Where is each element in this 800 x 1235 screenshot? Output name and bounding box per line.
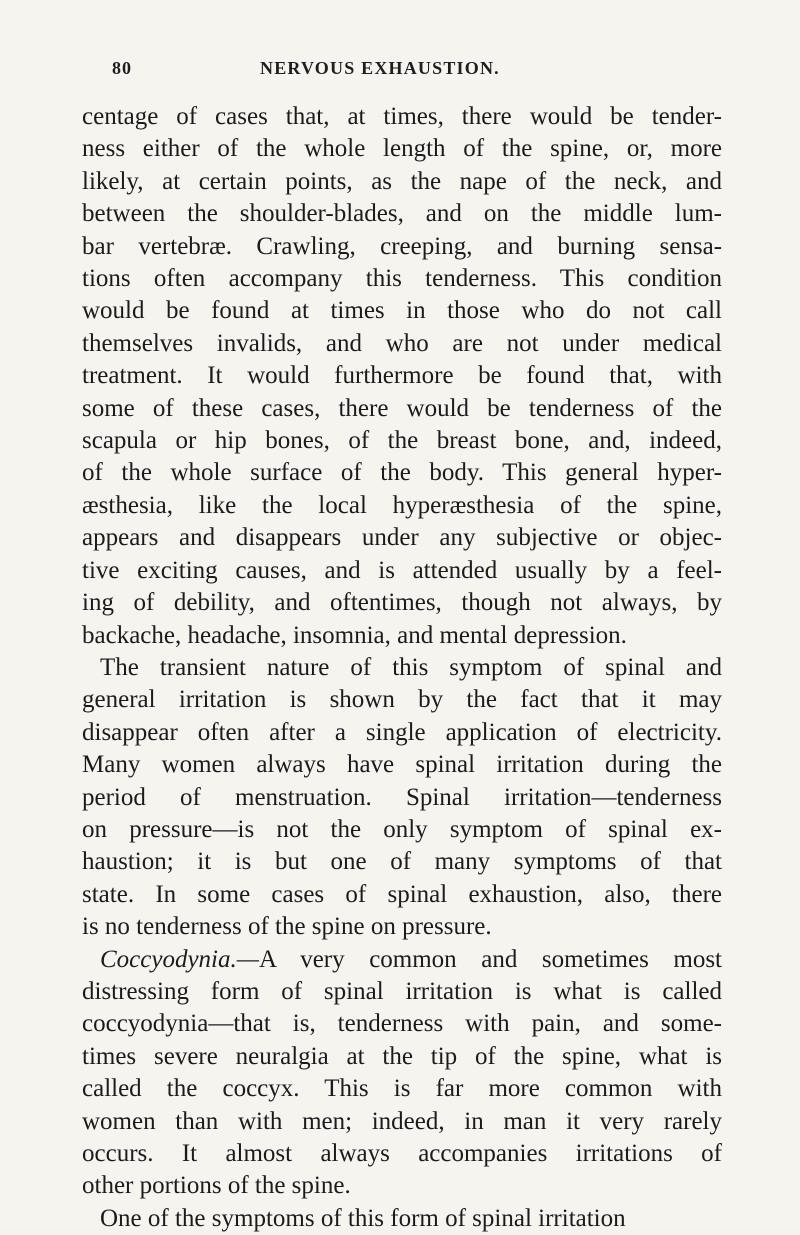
text-line: called the coccyx. This is far more common with (82, 1075, 722, 1103)
text-line: some of these cases, there would be tenderness of the (82, 394, 722, 422)
text-line: The transient nature of this symptom of spinal and (100, 653, 722, 681)
page-number: 80 (112, 58, 132, 78)
text-fragment: A very common and sometimes most (258, 945, 722, 973)
text-line: would be found at times in those who do not call (82, 297, 722, 325)
text-line: tive exciting causes, and is attended usually by a feel- (82, 556, 722, 584)
text-line: bar vertebræ. Crawling, creeping, and burning sensa- (82, 232, 722, 260)
text-line: coccyodynia—that is, tenderness with pain, and some- (82, 1010, 722, 1038)
text-line: appears and disappears under any subjective or objec- (82, 524, 722, 552)
text-line: on pressure—is not the only symptom of spinal ex- (82, 815, 722, 843)
text-line: themselves invalids, and who are not under medical (82, 329, 722, 357)
text-line: tions often accompany this tenderness. This condition (82, 265, 722, 293)
text-line: other portions of the spine. (82, 1172, 351, 1200)
text-line: haustion; it is but one of many symptoms of that (82, 848, 722, 876)
text-line: period of menstruation. Spinal irritation—tenderness (82, 783, 722, 811)
text-line: centage of cases that, at times, there would be tender- (82, 103, 722, 130)
text-line: likely, at certain points, as the nape of the neck, and (82, 167, 722, 195)
text-line: occurs. It almost always accompanies irritations of (82, 1140, 722, 1167)
text-line: backache, headache, insomnia, and mental depression. (82, 621, 627, 649)
text-line: ness either of the whole length of the spine, or, more (82, 135, 722, 163)
text-line: is no tenderness of the spine on pressure. (82, 913, 492, 941)
running-title: NERVOUS EXHAUSTION. (260, 58, 500, 78)
text-line: æsthesia, like the local hyperæsthesia of the spine, (82, 491, 722, 519)
text-line: scapula or hip bones, of the breast bone, and, indeed, (82, 427, 722, 455)
text-line: times severe neuralgia at the tip of the spine, what is (82, 1042, 722, 1070)
text-line: Many women always have spinal irritation during the (82, 751, 722, 779)
body-text (82, 101, 722, 1235)
text-line: state. In some cases of spinal exhaustion, also, there (82, 880, 722, 908)
text-line: general irritation is shown by the fact that it may (82, 686, 722, 714)
text-line: One of the symptoms of this form of spinal irritation (100, 1204, 626, 1232)
section-heading: Coccyodynia.— (100, 945, 259, 973)
text-line: between the shoulder-blades, and on the middle lum- (82, 200, 722, 228)
text-line-with-heading (82, 944, 722, 976)
text-line: women than with men; indeed, in man it very rarely (82, 1107, 722, 1135)
page-header (112, 58, 712, 80)
text-line: treatment. It would furthermore be found that, with (82, 362, 722, 390)
text-line: disappear often after a single application of electricity. (82, 718, 722, 746)
text-line: ing of debility, and oftentimes, though not always, by (82, 589, 722, 617)
text-line: distressing form of spinal irritation is what is called (82, 977, 722, 1005)
text-line: of the whole surface of the body. This general hyper- (82, 459, 722, 487)
